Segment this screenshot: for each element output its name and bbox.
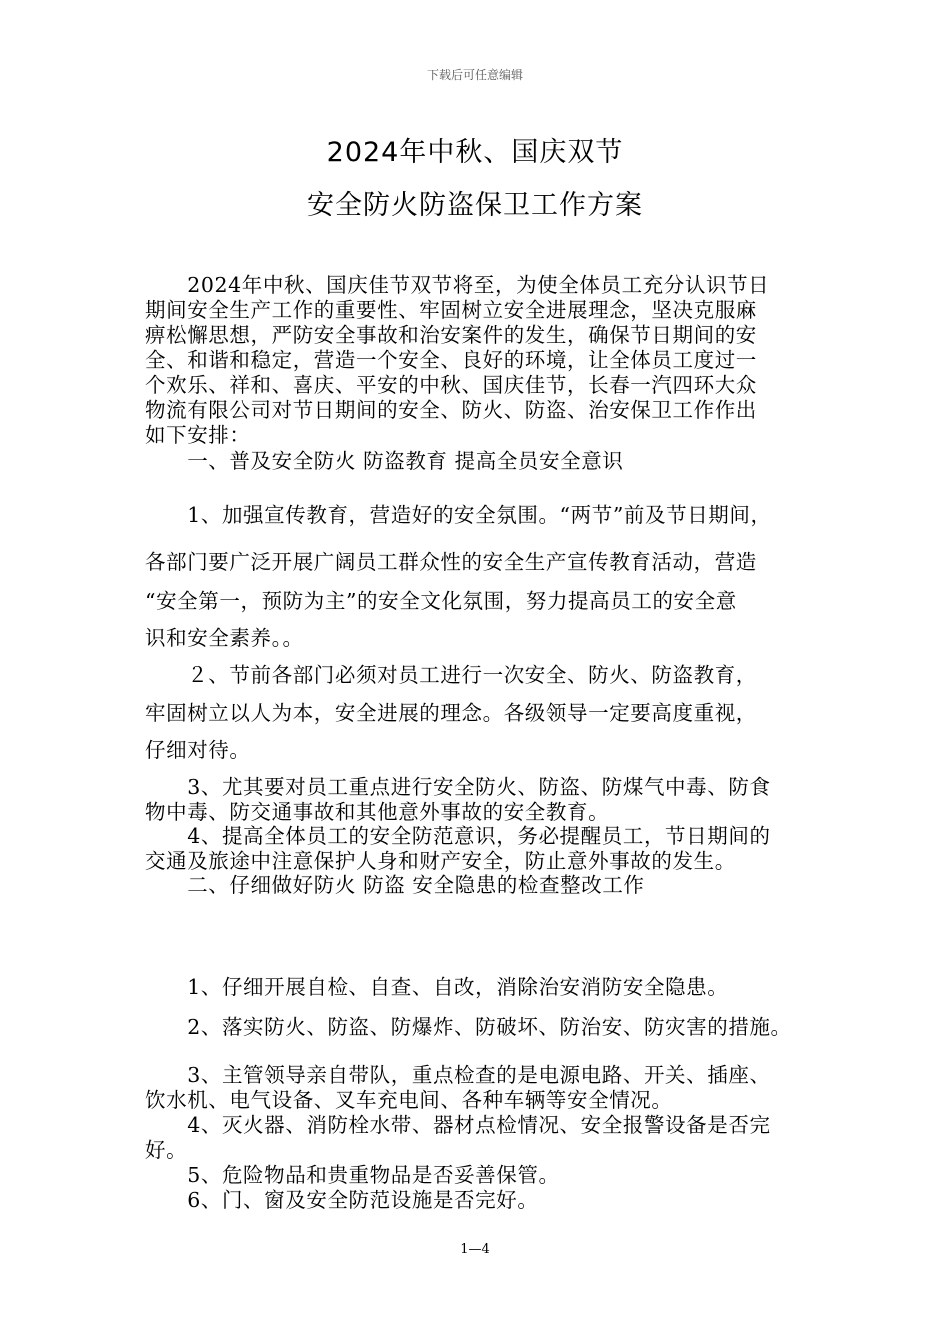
document-title-line2: 安全防火防盗保卫工作方案 [307, 190, 643, 221]
section1-item2-line: 牢固树立以人为本，安全进展的理念。各级领导一定要高度重视， [145, 701, 757, 725]
document-title-line1: 2024年中秋、国庆双节 [326, 137, 624, 168]
section2-item6: 6、门、窗及安全防范设施是否完好。 [145, 1188, 539, 1212]
section2-item4-line: 好。 [145, 1138, 188, 1162]
section1-item2-line: 仔细对待。 [145, 738, 251, 762]
section1-item3-line: 物中毒、防交通事故和其他意外事故的安全教育。 [145, 800, 610, 824]
intro-line: 个欢乐、祥和、喜庆、平安的中秋、国庆佳节，长春一汽四环大众 [145, 373, 757, 397]
section2-item1: 1、仔细开展自检、自查、自改，消除治安消防安全隐患。 [145, 975, 729, 999]
intro-line: 期间安全生产工作的重要性、牢固树立安全进展理念，坚决克服麻 [145, 298, 757, 322]
section2-item4-line: 4、灭火器、消防栓水带、器材点检情况、安全报警设备是否完 [145, 1113, 771, 1137]
intro-line: 全、和谐和稳定，营造一个安全、良好的环境，让全体员工度过一 [145, 348, 757, 372]
section1-heading: 一、普及安全防火 防盗教育 提高全员安全意识 [145, 449, 624, 473]
section2-item3-line: 饮水机、电气设备、叉车充电间、各种车辆等安全情况。 [145, 1088, 673, 1112]
intro-line: 痹松懈思想，严防安全事故和治安案件的发生，确保节日期间的安 [145, 323, 757, 347]
section1-item4-line: 交通及旅途中注意保护人身和财产安全，防止意外事故的发生。 [145, 849, 736, 873]
section1-item1-line: “安全第一，预防为主”的安全文化氛围，努力提高员工的安全意 [145, 589, 737, 613]
section2-item2: 2、落实防火、防盗、防爆炸、防破坏、防治安、防灾害的措施。 [145, 1015, 792, 1039]
section2-heading: 二、仔细做好防火 防盗 安全隐患的检查整改工作 [145, 873, 645, 897]
intro-line: 物流有限公司对节日期间的安全、防火、防盗、治安保卫工作作出 [145, 398, 757, 422]
section1-item2-line: ２、节前各部门必须对员工进行一次安全、防火、防盗教育， [145, 663, 757, 687]
section2-item3-line: 3、主管领导亲自带队，重点检查的是电源电路、开关、插座、 [145, 1063, 771, 1087]
intro-line: 如下安排： [145, 423, 251, 447]
page-number: 1—4 [460, 1242, 490, 1257]
section1-item1-line: 各部门要广泛开展广阔员工群众性的安全生产宣传教育活动，营造 [145, 550, 757, 574]
section1-item4-line: 4、提高全体员工的安全防范意识，务必提醒员工，节日期间的 [145, 824, 771, 848]
section1-item3-line: 3、尤其要对员工重点进行安全防火、防盗、防煤气中毒、防食 [145, 775, 771, 799]
section1-item1-line: 识和安全素养。。 [145, 626, 304, 650]
header-note: 下载后可任意编辑 [426, 68, 523, 82]
section1-item1-line: 1、加强宣传教育，营造好的安全氛围。“两节”前及节日期间， [145, 503, 772, 527]
intro-line: 2024年中秋、国庆佳节双节将至，为使全体员工充分认识节日 [145, 273, 770, 297]
section2-item5: 5、危险物品和贵重物品是否妥善保管。 [145, 1163, 560, 1187]
